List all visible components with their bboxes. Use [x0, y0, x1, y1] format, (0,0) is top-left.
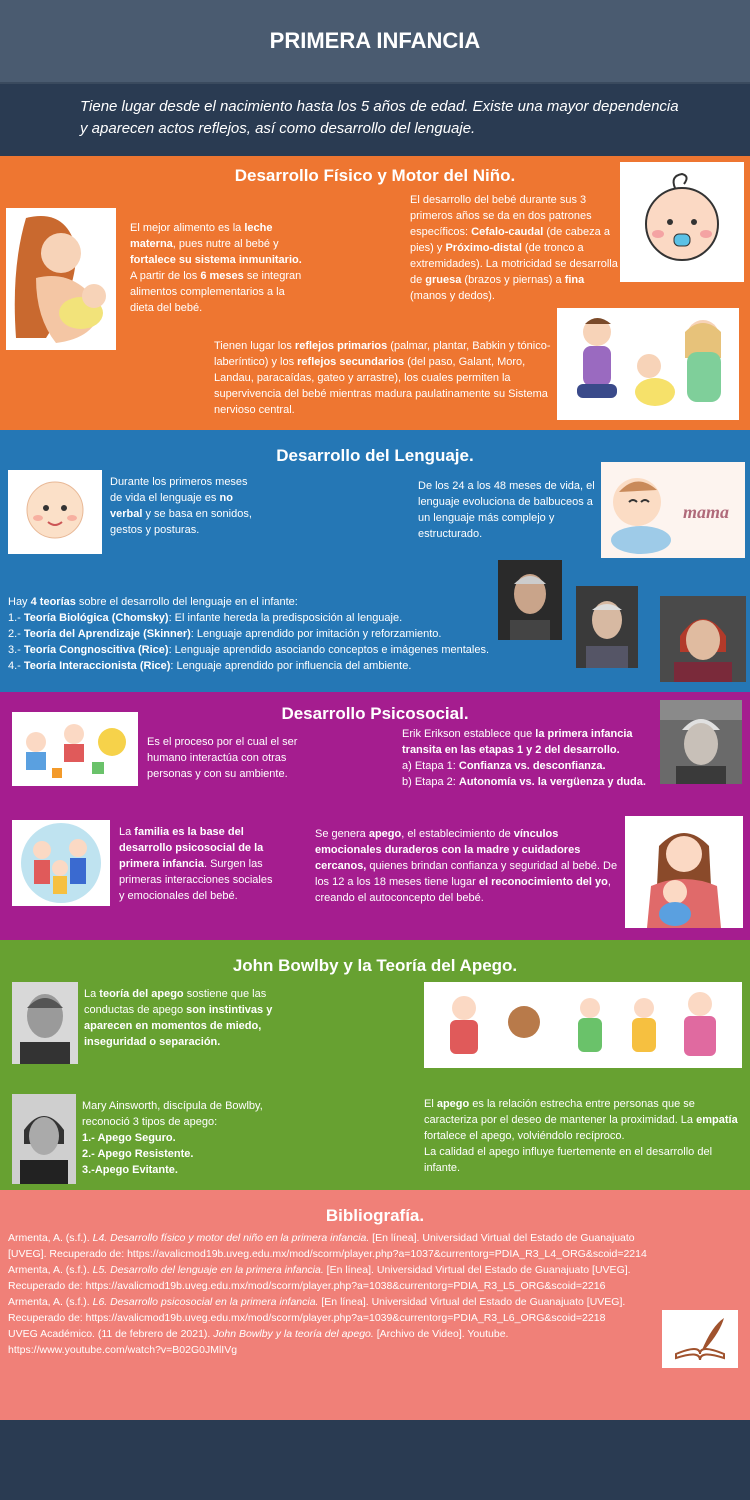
ainsworth-text: Mary Ainsworth, discípula de Bowlby, reconoció 3 tipos de apego: 1.- Apego Seguro. 2.- Apego Resistente. 3.-Apego Evitante.: [82, 1100, 263, 1176]
attachment-kids-image: [424, 982, 742, 1068]
section-psicosocial: [0, 692, 750, 940]
teorias-list: [8, 594, 538, 674]
psico-apego-text: Se genera apego, el establecimiento de vínculos emocionales duraderos con la madre y cuidadores cercanos, quienes brindan confianza y seguridad al bebé. De los 12 a los 18 meses tiene lugar el reconocimiento del yo, creando el autoconcepto del bebé.: [315, 828, 618, 904]
page-title: PRIMERA INFANCIA: [269, 28, 481, 53]
psico-proceso-text: Es el proceso por el cual el ser humano interactúa con otras personas y con su ambiente.: [147, 736, 298, 780]
lenguaje-no-verbal-text: Durante los primeros meses de vida el lenguaje es no verbal y se basa en sonidos, gestos y posturas.: [110, 476, 252, 536]
reference-item: Armenta, A. (s.f.). L5. Desarrollo del lenguaje en la primera infancia. [En línea]. Universidad Virtual del Estado de Guanajuato [UVEG]. Recuperado de: https://avalicmod19b.uveg.edu.mx/mod/scorm/player.php?a=1038&currentorg=PDIA_R3_L5_ORG&scoid=2216: [8, 1264, 631, 1292]
lenguaje-title: Desarrollo del Lenguaje.: [276, 446, 474, 465]
fisico-patrones-text: El desarrollo del bebé durante sus 3 primeros años se da en dos patrones específicos: Cefalo-caudal (de cabeza a pies) y Próximo-distal (de tronco a extremidades). La motricidad se desarrolla de gruesa (brazos y piernas) a fina (manos y dedos).: [410, 194, 618, 302]
psico-title: Desarrollo Psicosocial.: [281, 704, 469, 723]
baby-mama-image: [601, 462, 745, 558]
mother-hug-image: [625, 816, 743, 928]
reference-item: Armenta, A. (s.f.). L4. Desarrollo físico y motor del niño en la primera infancia. [En línea]. Universidad Virtual del Estado de Guanajuato [UVEG]. Recuperado de: https://avalicmod19b.uveg.edu.mx/mod/scorm/player.php?a=1037&currentorg=PDIA_R3_L4_ORG&scoid=2214: [8, 1232, 647, 1260]
teoria-item: 3.- Teoría Congnoscitiva (Rice): Lenguaje aprendido asociando conceptos e imágenes mentales.: [8, 644, 490, 656]
breastfeeding-image: [6, 208, 116, 350]
ainsworth-photo: [12, 1094, 76, 1184]
intro-band: [0, 84, 750, 156]
lenguaje-evolucion-text: De los 24 a los 48 meses de vida, el lenguaje evoluciona de balbuceos a un lenguaje más complejo y estructurado.: [418, 480, 595, 540]
mama-word: mama: [683, 502, 730, 522]
reference-item: Armenta, A. (s.f.). L6. Desarrollo psicosocial en la primera infancia. [En línea]. Universidad Virtual del Estado de Guanajuato [UVEG]. Recuperado de: https://avalicmod19b.uveg.edu.mx/mod/scorm/player.php?a=1039&currentorg=PDIA_R3_L6_ORG&scoid=2218: [8, 1296, 626, 1324]
fisico-title: Desarrollo Físico y Motor del Niño.: [234, 166, 516, 185]
header-banner: [0, 0, 750, 84]
fisico-leche-text: El mejor alimento es la leche materna, pues nutre al bebé y fortalece su sistema inmunitario. A partir de los 6 meses se integran alimentos complementarios a la dieta del bebé.: [130, 222, 302, 314]
erikson-photo: [660, 700, 742, 784]
skinner-photo: [576, 586, 638, 668]
intro-text: Tiene lugar desde el nacimiento hasta los 5 años de edad. Existe una mayor dependencia y aparecen actos reflejos, así como desarrollo del lenguaje.: [80, 98, 679, 137]
teoria-item: 4.- Teoría Interaccionista (Rice): Lenguaje aprendido por influencia del ambiente.: [8, 660, 412, 672]
section-lenguaje: [0, 430, 750, 692]
section-bowlby: [0, 940, 750, 1190]
psico-familia-text: La familia es la base del desarrollo psicosocial de la primera infancia. Surgen las primeras interacciones sociales y emocionales del bebé.: [119, 826, 273, 902]
bowlby-photo: [12, 982, 78, 1064]
family-image: [12, 820, 110, 906]
baby-cartoon-image: [620, 162, 744, 282]
reference-item: UVEG Académico. (11 de febrero de 2021). John Bowlby y la teoría del apego. [Archivo de Video]. Youtube. https://www.youtube.com/watch?v=B02G0JMlIVg: [8, 1328, 509, 1356]
apego-empatia-text: El apego es la relación estrecha entre personas que se caracteriza por el deseo de mantener la proximidad. La empatía fortalece el apego, volviéndolo recíproco. La calidad el apego influye fuertemente en el desarrollo del infante.: [424, 1098, 738, 1174]
fisico-reflejos-text: Tienen lugar los reflejos primarios (palmar, plantar, Babkin y tónico-laberíntico) y los reflejos secundarios (del paso, Galant, Moro, Landau, paracaídas, gateo y arrastre), los cuales permiten la supervivencia del bebé mientras madura paulatinamente su Sistema nervioso central.: [214, 340, 551, 416]
bowlby-teoria-text: La teoría del apego sostiene que las conductas de apego son instintivas y aparecen en momentos de miedo, inseguridad o separación.: [84, 988, 273, 1048]
kids-playing-image: [12, 712, 138, 786]
baby-face-image: [8, 470, 102, 554]
teoria-item: 1.- Teoría Biológica (Chomsky): El infante hereda la predisposición al lenguaje.: [8, 612, 403, 624]
reference-list: [8, 1230, 658, 1358]
teoria-item: 2.- Teoría del Aprendizaje (Skinner): Lenguaje aprendido por imitación y reforzamiento.: [8, 628, 442, 640]
section-bibliografia: [0, 1190, 750, 1420]
rice-photo: [660, 596, 746, 682]
teorias-intro: Hay 4 teorías sobre el desarrollo del lenguaje en el infante:: [8, 596, 298, 608]
bowlby-title: John Bowlby y la Teoría del Apego.: [232, 956, 518, 975]
crawling-babies-image: [557, 308, 739, 420]
section-fisico: [0, 156, 750, 430]
book-quill-icon: [662, 1310, 738, 1368]
psico-erikson-text: Erik Erikson establece que la primera infancia transita en las etapas 1 y 2 del desarrollo. a) Etapa 1: Confianza vs. desconfianza. b) Etapa 2: Autonomía vs. la vergüenza y duda.: [402, 728, 646, 788]
chomsky-photo: [498, 560, 562, 640]
biblio-title: Bibliografía.: [325, 1206, 425, 1225]
